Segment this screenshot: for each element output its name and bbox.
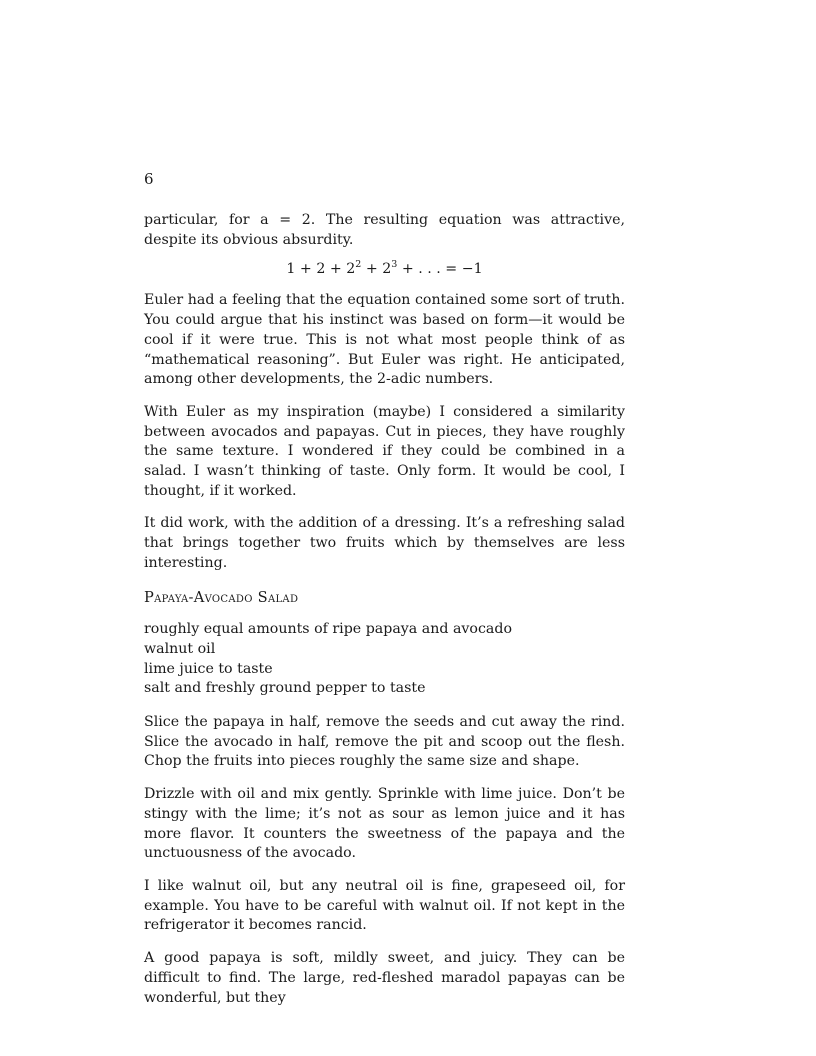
equation-geometric-series: [144, 260, 625, 279]
paragraph-slice: Slice the papaya in half, remove the seeds and cut away the rind. Slice the avocado in half, remove the pit and scoop out the flesh. Chop the fruits into pieces roughly the same size and shape.: [144, 714, 625, 770]
paragraph-inspiration: With Euler as my inspiration (maybe) I considered a similarity between avocados and papayas. Cut in pieces, they have roughly the same texture. I wondered if they could be combined in a salad. I wasn’t thinking of taste. Only form. It would be cool, I thought, if it worked.: [144, 403, 625, 499]
equation-term-2: + 2: [361, 261, 392, 278]
equation-exponent-3: 3: [391, 259, 398, 271]
equation-exponent-2: 2: [355, 259, 362, 271]
equation-term-3: + . . . = −1: [397, 261, 483, 278]
paragraph-papaya: A good papaya is soft, mildly sweet, and juicy. They can be difficult to find. The large, red-fleshed maradol papayas can be wonderful, but they: [144, 950, 625, 1006]
paragraph-drizzle: Drizzle with oil and mix gently. Sprinkle with lime juice. Don’t be stingy with the lime; it’s not as sour as lemon juice and it has more flavor. It counters the sweetness of the papaya and the unctuousness of the avocado.: [144, 786, 625, 862]
paragraph-walnut-oil: I like walnut oil, but any neutral oil is fine, grapeseed oil, for example. You have to be careful with walnut oil. If not kept in the refrigerator it becomes rancid.: [144, 877, 625, 934]
equation-term-1: 1 + 2 + 2: [286, 261, 356, 278]
paragraph-dressing: It did work, with the addition of a dressing. It’s a refreshing salad that brings together two fruits which by themselves are less interesting.: [144, 515, 625, 571]
page-number: 6: [144, 170, 154, 188]
ingredient-item: walnut oil: [144, 640, 216, 657]
paragraph-intro: particular, for a = 2. The resulting equation was attractive, despite its obvious absurdity.: [144, 212, 625, 248]
ingredient-item: lime juice to taste: [144, 660, 273, 677]
ingredient-item: roughly equal amounts of ripe papaya and avocado: [144, 621, 512, 638]
ingredient-list: [144, 620, 625, 699]
page-body: [144, 211, 625, 1021]
ingredient-item: salt and freshly ground pepper to taste: [144, 680, 426, 697]
paragraph-euler: Euler had a feeling that the equation contained some sort of truth. You could argue that his instinct was based on form—it would be cool if it were true. This is not what most people think of as “mathematical reasoning”. But Euler was right. He anticipated, among other developments, the 2-adic numbers.: [144, 292, 625, 388]
recipe-title: Papaya-Avocado Salad: [144, 588, 299, 606]
